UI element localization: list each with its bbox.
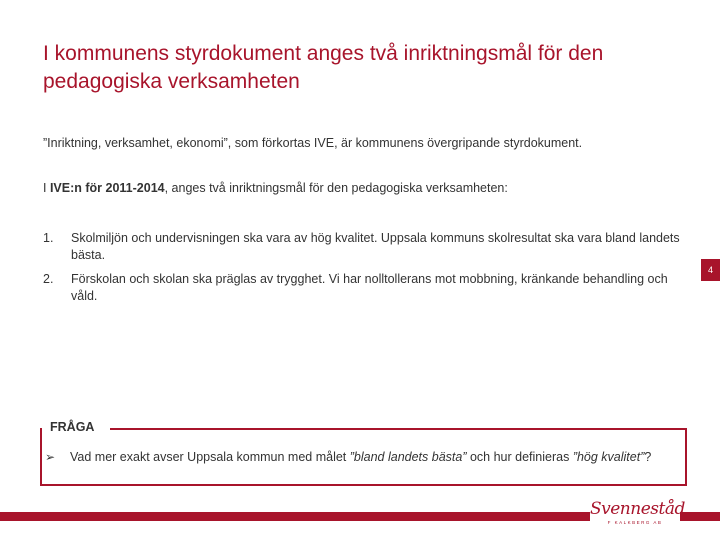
page-number: 4 xyxy=(701,259,720,281)
question-quote: ”hög kvalitet” xyxy=(572,450,645,464)
ive-prefix: I xyxy=(43,181,50,195)
question-part: och hur definieras xyxy=(466,450,573,464)
goals-list xyxy=(43,230,683,312)
question-text xyxy=(70,449,670,466)
goal-text: Skolmiljön och undervisningen ska vara av hög kvalitet. Uppsala kommuns skolresultat ska vara bland landets bästa. xyxy=(71,231,680,262)
goal-number: 2. xyxy=(43,272,54,286)
question-part: ? xyxy=(644,450,652,464)
ive-statement xyxy=(43,180,693,196)
question-quote: ”bland landets bästa” xyxy=(349,450,467,464)
logo-name: Svenneståd xyxy=(590,499,685,519)
question-label: FRÅGA xyxy=(50,420,95,434)
intro-text: ”Inriktning, verksamhet, ekonomi”, som förkortas IVE, är kommunens övergripande styrdokument. xyxy=(43,136,583,150)
arrow-bullet-icon: ➢ xyxy=(45,450,56,464)
ive-period: IVE:n för 2011-2014 xyxy=(49,181,165,195)
goal-text: Förskolan och skolan ska präglas av trygghet. Vi har nolltollerans mot mobbning, kränkande behandling och våld. xyxy=(71,272,668,303)
page-title: I kommunens styrdokument anges två inriktningsmål för den pedagogiska verksamheten xyxy=(43,42,604,93)
question-box-top-border xyxy=(110,428,685,430)
logo-subtitle: F KALKBERG AB xyxy=(607,520,663,525)
company-logo xyxy=(590,498,685,530)
goal-item xyxy=(43,271,683,305)
goal-number: 1. xyxy=(43,231,54,245)
question-part: Vad mer exakt avser Uppsala kommun med målet xyxy=(70,450,350,464)
ive-suffix: , anges två inriktningsmål för den pedagogiska verksamheten: xyxy=(164,181,508,195)
goal-item xyxy=(43,230,683,264)
